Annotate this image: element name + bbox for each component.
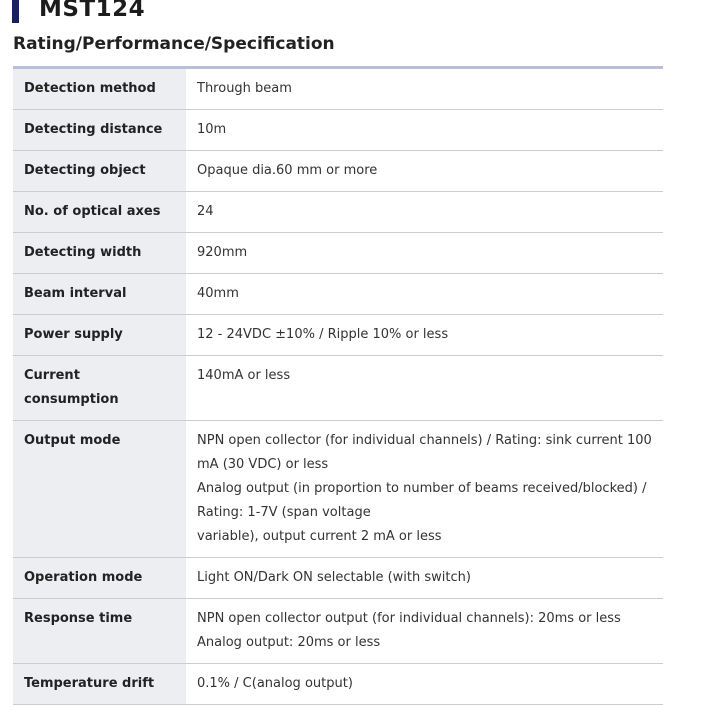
spec-label: Operation mode xyxy=(13,558,186,599)
spec-value-line: NPN open collector (for individual channels) / Rating: sink current 100 mA (30 VDC) or less xyxy=(197,433,652,472)
spec-value xyxy=(186,599,663,664)
spec-value xyxy=(186,356,663,421)
spec-value-line: Light ON/Dark ON selectable (with switch) xyxy=(197,570,471,585)
spec-label: Beam interval xyxy=(13,274,186,315)
spec-value xyxy=(186,151,663,192)
spec-row xyxy=(13,664,663,705)
spec-value-line: Analog output: 20ms or less xyxy=(197,635,381,650)
spec-row xyxy=(13,356,663,421)
spec-row xyxy=(13,233,663,274)
spec-value-line: 0.1% / C(analog output) xyxy=(197,676,353,691)
product-title: MST124 xyxy=(39,0,146,22)
spec-value-line: 12 - 24VDC ±10% / Ripple 10% or less xyxy=(197,327,449,342)
spec-label: Temperature drift xyxy=(13,664,186,705)
spec-table xyxy=(13,66,663,705)
spec-value-line: Through beam xyxy=(197,81,292,96)
spec-label: Response time xyxy=(13,599,186,664)
spec-row xyxy=(13,274,663,315)
spec-value-line: Analog output (in proportion to number of beams received/blocked) / Rating: 1-7V (span voltage xyxy=(197,481,647,520)
spec-value-line: 10m xyxy=(197,122,227,137)
spec-label: Power supply xyxy=(13,315,186,356)
spec-row xyxy=(13,68,663,110)
spec-row xyxy=(13,315,663,356)
spec-value xyxy=(186,68,663,110)
section-title: Rating/Performance/Specification xyxy=(13,34,335,54)
spec-table-body xyxy=(13,68,663,705)
spec-value-line: 40mm xyxy=(197,286,239,301)
spec-row xyxy=(13,151,663,192)
spec-label: Detecting distance xyxy=(13,110,186,151)
product-header xyxy=(12,0,145,24)
spec-value-line: variable), output current 2 mA or less xyxy=(197,529,442,544)
spec-value xyxy=(186,421,663,558)
spec-value-line: Opaque dia.60 mm or more xyxy=(197,163,378,178)
spec-value xyxy=(186,110,663,151)
spec-label: Output mode xyxy=(13,421,186,558)
spec-value xyxy=(186,233,663,274)
spec-row xyxy=(13,421,663,558)
spec-value xyxy=(186,558,663,599)
spec-value xyxy=(186,664,663,705)
spec-value-line: 24 xyxy=(197,204,214,219)
spec-value-line: NPN open collector output (for individual channels): 20ms or less xyxy=(197,611,621,626)
spec-label: Detecting width xyxy=(13,233,186,274)
spec-value-line: 920mm xyxy=(197,245,248,260)
spec-row xyxy=(13,110,663,151)
spec-label: Detection method xyxy=(13,68,186,110)
spec-value-line: 140mA or less xyxy=(197,368,291,383)
spec-row xyxy=(13,192,663,233)
spec-value xyxy=(186,192,663,233)
spec-label: Detecting object xyxy=(13,151,186,192)
spec-label: No. of optical axes xyxy=(13,192,186,233)
spec-row xyxy=(13,599,663,664)
title-accent-bar xyxy=(12,0,19,23)
spec-label: Current consumption xyxy=(13,356,186,421)
spec-value xyxy=(186,274,663,315)
spec-value xyxy=(186,315,663,356)
spec-row xyxy=(13,558,663,599)
